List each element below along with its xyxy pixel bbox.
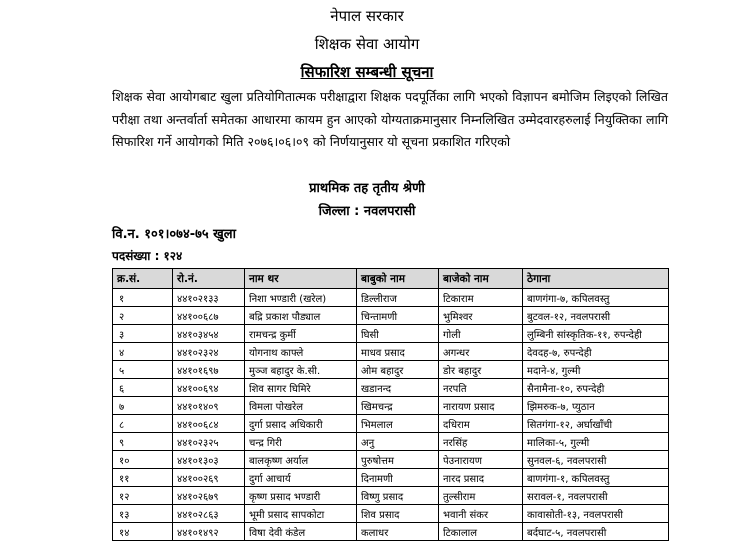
col-name-cell: मुञ्ज बहादुर के.सी. [245,361,357,379]
col-address-cell: बाणगंगा-७, कपिलवस्तु [523,289,669,307]
col-grandfather-name-cell: डोर बहादुर [439,361,523,379]
col-grandfather-name-cell: पेउनारायण [439,451,523,469]
col-name-cell: शिव सागर घिमिरे [245,379,357,397]
col-father-name-cell: खिमचन्द्र [357,397,439,415]
col-roll-number-header: रो.नं. [173,269,245,289]
recommendation-table [112,268,669,541]
col-father-name-cell: दिनामणी [357,469,439,487]
col-name-cell: दुर्गा प्रसाद अधिकारी [245,415,357,433]
col-roll-number-cell: ४४१०१४०९ [173,397,245,415]
col-father-name-cell: शिव प्रसाद [357,505,439,523]
col-serial-cell: ६ [113,379,173,397]
col-roll-number-cell: ४४१०२१३३ [173,289,245,307]
col-roll-number-cell: ४४१०१३०३ [173,451,245,469]
col-roll-number-cell: ४४१००६९४ [173,379,245,397]
table-row [113,289,669,307]
col-grandfather-name-cell: तुल्सीराम [439,487,523,505]
col-serial-cell: ३ [113,325,173,343]
table-row [113,379,669,397]
col-address-cell: मदाने-४, गुल्मी [523,361,669,379]
col-address-header: ठेगाना [523,269,669,289]
col-father-name-cell: पुरुषोत्तम [357,451,439,469]
col-address-cell: मालिका-५, गुल्मी [523,433,669,451]
col-name-cell: योगनाथ काफ्ले [245,343,357,361]
col-name-cell: विषा देवी कंडेल [245,523,357,541]
col-grandfather-name-cell: टिकाराम [439,289,523,307]
table-row [113,505,669,523]
col-address-cell: बाणगंगा-१, कपिलवस्तु [523,469,669,487]
col-address-cell: बुटवल-१२, नवलपरासी [523,307,669,325]
col-roll-number-cell: ४४१०१४९२ [173,523,245,541]
table-header-row [113,269,669,289]
table-row [113,343,669,361]
col-father-name-cell: ओम बहादुर [357,361,439,379]
col-roll-number-cell: ४४१००६८४ [173,415,245,433]
col-father-name-cell: अनु [357,433,439,451]
col-father-name-cell: विष्णु प्रसाद [357,487,439,505]
col-grandfather-name-cell: नरपति [439,379,523,397]
col-serial-cell: १० [113,451,173,469]
table-row [113,451,669,469]
table-row [113,487,669,505]
col-serial-cell: ८ [113,415,173,433]
col-roll-number-cell: ४४१००६८७ [173,307,245,325]
col-serial-cell: १२ [113,487,173,505]
col-serial-header: क्र.सं. [113,269,173,289]
col-serial-cell: ९ [113,433,173,451]
col-serial-cell: ११ [113,469,173,487]
col-father-name-cell: भिमलाल [357,415,439,433]
col-name-header: नाम थर [245,269,357,289]
col-name-cell: चन्द्र गिरी [245,433,357,451]
col-name-cell: निशा भण्डारी (खरेल) [245,289,357,307]
col-address-cell: झिमरुक-७, प्युठान [523,397,669,415]
col-roll-number-cell: ४४१०२३२४ [173,343,245,361]
col-father-name-cell: डिल्लीराज [357,289,439,307]
post-count: पदसंख्या : १२४ [112,249,183,263]
col-roll-number-cell: ४४१०२६७९ [173,487,245,505]
col-father-name-cell: घिसी [357,325,439,343]
notice-paragraph: शिक्षक सेवा आयोगबाट खुला प्रतियोगितात्मक परीक्षाद्वारा शिक्षक पदपूर्तिका लागि भएको विज्ञापन बमोजिम लिइएको लिखित परीक्षा तथा अन्तर्वार्ता समेतका आधारमा कायम हुन आएको योग्यताक्रमानुसार निम्नलिखित उम्मेदवारहरुलाई नियुक्तिका लागि सिफारिश गर्ने आयोगको मिति २०७६।०६।०९ को निर्णयानुसार यो सूचना प्रकाशित गरिएको [112,89,668,149]
col-serial-cell: १ [113,289,173,307]
col-father-name-cell: खडानन्द [357,379,439,397]
col-name-cell: भूमी प्रसाद सापकोटा [245,505,357,523]
table-row [113,307,669,325]
col-roll-number-cell: ४४१०२३२५ [173,433,245,451]
table-body [113,289,669,541]
col-grandfather-name-cell: नारायण प्रसाद [439,397,523,415]
col-serial-cell: ५ [113,361,173,379]
col-serial-cell: ४ [113,343,173,361]
table-row [113,415,669,433]
col-address-cell: देवदह-७, रुपन्देही [523,343,669,361]
col-address-cell: सैनामैना-१०, रुपन्देही [523,379,669,397]
col-father-name-cell: कलाधर [357,523,439,541]
col-roll-number-cell: ४४१०२८६३ [173,505,245,523]
table-row [113,469,669,487]
col-grandfather-name-cell: टिकालाल [439,523,523,541]
col-name-cell: दुर्गा आचार्य [245,469,357,487]
table-row [113,397,669,415]
col-grandfather-name-cell: नारद प्रसाद [439,469,523,487]
col-grandfather-name-cell: गोली [439,325,523,343]
col-name-cell: बालकृष्ण अर्याल [245,451,357,469]
col-name-cell: कृष्ण प्रसाद भण्डारी [245,487,357,505]
table-row [113,325,669,343]
col-grandfather-name-cell: दधिराम [439,415,523,433]
col-address-cell: बर्दघाट-५, नवलपरासी [523,523,669,541]
col-father-name-cell: चिन्तामणी [357,307,439,325]
government-heading: नेपाल सरकार [330,7,404,25]
col-grandfather-name-cell: भुमिश्वर [439,307,523,325]
col-address-cell: कावासोती-१३, नवलपरासी [523,505,669,523]
advertisement-number: वि.न. १०१।०७४-७५ खुला [112,227,236,242]
col-name-cell: विमला पोखरेल [245,397,357,415]
table-row [113,433,669,451]
commission-heading: शिक्षक सेवा आयोग [314,35,420,53]
col-father-name-header: बाबुको नाम [357,269,439,289]
table-row [113,361,669,379]
col-roll-number-cell: ४४१०३४५४ [173,325,245,343]
col-address-cell: सुनवल-६, नवलपरासी [523,451,669,469]
col-name-cell: रामचन्द्र कुर्मी [245,325,357,343]
col-name-cell: बद्रि प्रकाश पौड्याल [245,307,357,325]
col-father-name-cell: माधव प्रसाद [357,343,439,361]
col-serial-cell: १४ [113,523,173,541]
col-address-cell: लुम्बिनी सांस्कृतिक-११, रुपन्देही [523,325,669,343]
col-serial-cell: ७ [113,397,173,415]
col-roll-number-cell: ४४१०१६९७ [173,361,245,379]
col-grandfather-name-cell: भवानी संकर [439,505,523,523]
district-heading: जिल्ला : नवलपरासी [318,204,416,219]
table-row [113,523,669,541]
col-serial-cell: १३ [113,505,173,523]
col-roll-number-cell: ४४१००२६९ [173,469,245,487]
col-address-cell: सरावल-१, नवलपरासी [523,487,669,505]
notice-title: सिफारिश सम्बन्धी सूचना [300,63,434,81]
col-grandfather-name-header: बाजेको नाम [439,269,523,289]
col-address-cell: सितगंगा-१२, अर्घाखाँची [523,415,669,433]
level-heading: प्राथमिक तह तृतीय श्रेणी [309,181,425,196]
col-grandfather-name-cell: अगन्धर [439,343,523,361]
col-grandfather-name-cell: नरसिंह [439,433,523,451]
col-serial-cell: २ [113,307,173,325]
